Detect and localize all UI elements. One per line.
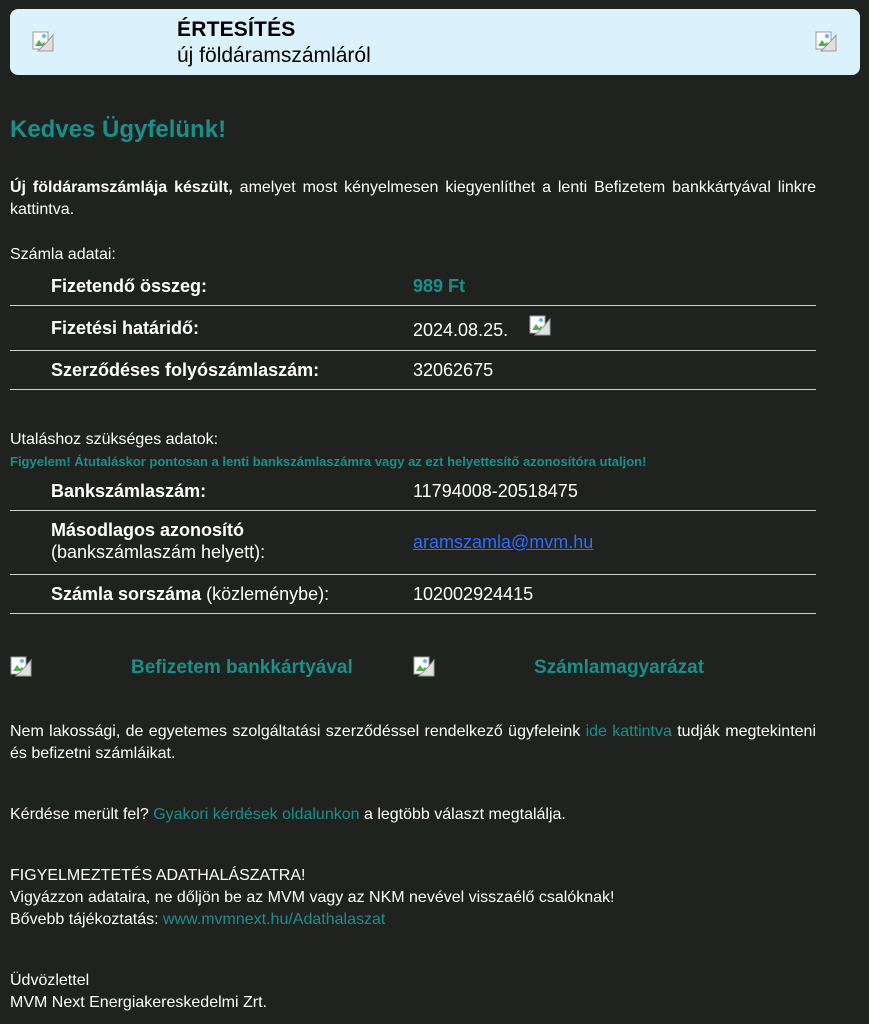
bank-value: 11794008-20518475 bbox=[413, 481, 578, 501]
alt-id-label-sub: (bankszámlaszám helyett): bbox=[51, 542, 266, 562]
deadline-value bbox=[413, 320, 508, 341]
invoice-no-label-bold: Számla sorszáma bbox=[51, 584, 202, 604]
transfer-warning: Figyelem! Átutaláskor pontosan a lenti bankszámlaszámra vagy az ezt helyettesítő azonosítóra utaljon! bbox=[10, 454, 647, 469]
signoff bbox=[10, 970, 816, 1014]
phishing-text: Vigyázzon adataira, ne dőljön be az MVM vagy az NKM nevével visszaélő csalóknak! bbox=[10, 889, 615, 906]
deadline-date: 2024.08.25. bbox=[413, 320, 509, 340]
invoice-row-account bbox=[10, 351, 816, 390]
account-value: 32062675 bbox=[413, 360, 494, 380]
invoice-no-label bbox=[51, 584, 329, 605]
nonresidential-text-after: tudják megtekinteni és befizetni számláikat. bbox=[10, 723, 816, 762]
transfer-row-invoice-no bbox=[10, 575, 816, 614]
alt-id-value bbox=[413, 532, 593, 553]
bank-label: Bankszámlaszám: bbox=[51, 481, 207, 501]
faq-link[interactable]: Gyakori kérdések oldalunkon bbox=[153, 806, 360, 823]
invoice-no-label-norm: (közleménybe): bbox=[201, 584, 330, 604]
broken-image-icon bbox=[32, 31, 54, 53]
invoice-section-label: Számla adatai: bbox=[10, 246, 116, 263]
invoice-row-amount bbox=[10, 266, 816, 306]
transfer-section-label: Utaláshoz szükséges adatok: bbox=[10, 431, 219, 448]
alt-id-label-bold: Másodlagos azonosító bbox=[51, 520, 245, 540]
signoff-company: MVM Next Energiakereskedelmi Zrt. bbox=[10, 994, 267, 1011]
nonresidential-text-before: Nem lakossági, de egyetemes szolgáltatási szerződéssel rendelkező ügyfeleink bbox=[10, 723, 586, 740]
broken-image-icon bbox=[815, 31, 837, 53]
phishing-warning bbox=[10, 865, 816, 931]
broken-image-icon bbox=[529, 315, 551, 337]
phishing-info-link[interactable]: www.mvmnext.hu/Adathalaszat bbox=[162, 911, 386, 928]
nonresidential-paragraph bbox=[10, 721, 816, 765]
faq-text-after: a legtöbb választ megtalálja. bbox=[359, 806, 566, 823]
header-subtitle: új földáramszámláról bbox=[177, 44, 371, 67]
phishing-title: FIGYELMEZTETÉS ADATHALÁSZATRA! bbox=[10, 867, 306, 884]
invoice-explanation-button[interactable]: Számlamagyarázat bbox=[534, 657, 705, 678]
faq-text-before: Kérdése merült fel? bbox=[10, 806, 154, 823]
invoice-no-value: 102002924415 bbox=[413, 584, 534, 604]
pay-by-card-button[interactable]: Befizetem bankkártyával bbox=[131, 657, 353, 678]
intro-paragraph bbox=[10, 177, 816, 221]
header-title: ÉRTESÍTÉS bbox=[177, 18, 296, 41]
account-label: Szerződéses folyószámlaszám: bbox=[51, 360, 320, 380]
amount-value: 989 Ft bbox=[413, 276, 466, 296]
phishing-info-label: Bővebb tájékoztatás: bbox=[10, 911, 163, 928]
amount-label: Fizetendő összeg: bbox=[51, 276, 208, 296]
transfer-row-bank bbox=[10, 472, 816, 511]
nonresidential-link[interactable]: ide kattintva bbox=[585, 723, 672, 740]
intro-bold: Új földáramszámlája készült, bbox=[10, 179, 233, 196]
notice-header bbox=[10, 9, 860, 75]
greeting-heading: Kedves Ügyfelünk! bbox=[10, 116, 227, 143]
intro-rest: amelyet most kényelmesen kiegyenlíthet a lenti Befizetem bankkártyával linkre kattintva. bbox=[10, 179, 816, 218]
alt-id-email-link[interactable]: aramszamla@mvm.hu bbox=[413, 532, 594, 552]
transfer-row-alt-id bbox=[10, 511, 816, 575]
faq-paragraph bbox=[10, 804, 816, 826]
broken-image-icon bbox=[10, 656, 32, 678]
broken-image-icon bbox=[413, 656, 435, 678]
alt-id-label bbox=[51, 519, 265, 563]
phishing-info bbox=[10, 909, 816, 931]
deadline-label: Fizetési határidő: bbox=[51, 318, 200, 338]
signoff-greeting: Üdvözlettel bbox=[10, 972, 90, 989]
invoice-row-deadline bbox=[10, 306, 816, 351]
